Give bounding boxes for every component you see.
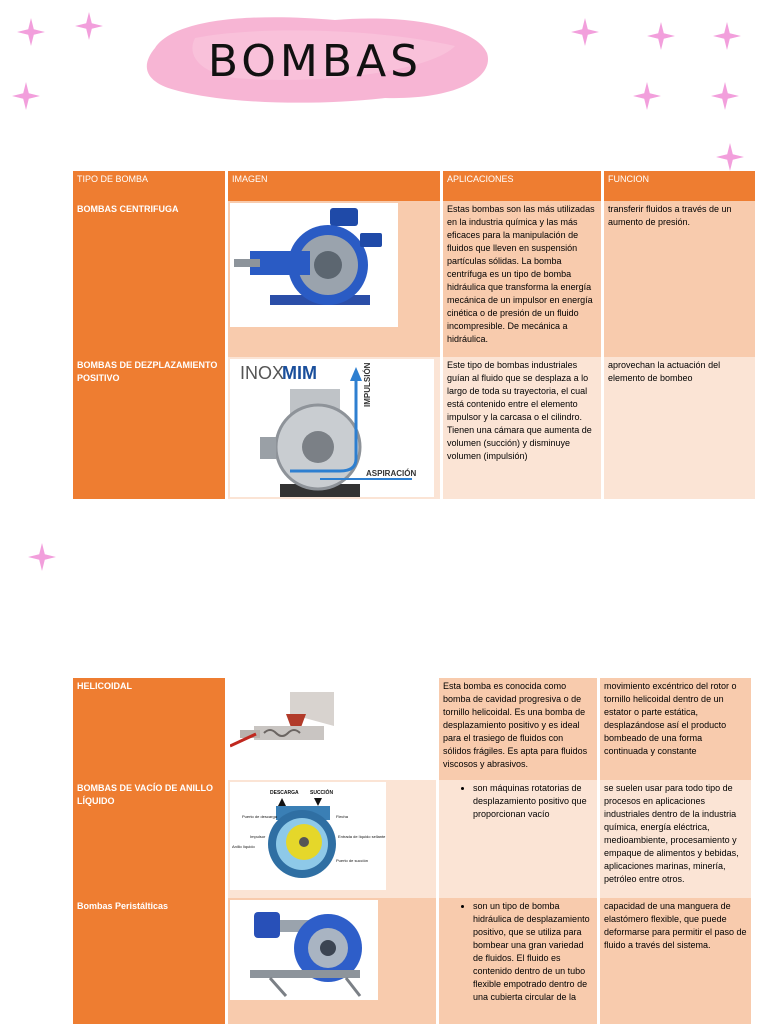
funcion-text: se suelen usar para todo tipo de procesos en aplicaciones industriales dentro de la industria química, energía eléctrica, medioambiente, procesamiento y empaque de alimentos y bebidas, aplicaciones marinas, minería, petróleo entre otros. [600,780,751,898]
funcion-text: aprovechan la actuación del elemento de bombeo [604,357,755,499]
table-row [73,357,755,499]
brand-inox: INOX [240,363,285,383]
brand-mim: MIM [282,363,317,383]
pump-table-top [70,171,758,499]
aplicaciones-list [443,782,593,821]
aspiracion-label: ASPIRACIÓN [366,469,417,478]
list-item: • son un tipo de bomba hidráulica de desplazamiento positivo, que se utiliza para bombear una gran variedad de fluidos. El fluido es contenido dentro de un tubo flexible empotrado dentro de una cubierta circular de la [473,900,593,1004]
funcion-text: movimiento excéntrico del rotor o tornillo helicoidal dentro de un estator o parte estática, desplazándose así el producto bombeado de una forma continuada y constante [600,678,751,780]
header-aplicaciones: APLICACIONES [443,171,601,201]
pump-name: BOMBAS DE DEZPLAZAMIENTO POSITIVO [73,357,225,499]
sparkle-star-icon [12,82,40,110]
pump-name: HELICOIDAL [73,678,225,780]
title-banner [135,8,495,108]
sparkle-star-icon [647,22,675,50]
descarga-label: DESCARGA [270,790,299,796]
header-tipo: TIPO DE BOMBA [73,171,225,201]
pump-name: BOMBAS CENTRIFUGA [73,201,225,357]
funcion-text: capacidad de una manguera de elastómero flexible, que puede deformarse para permitir el paso de fluido a través del sistema. [600,898,751,1024]
aplicaciones-text: Estas bombas son las más utilizadas en la industria química y las más eficaces para la manipulación de fluidos que lleven en suspensión partículas sólidas. La bomba centrífuga es un tipo de bomba hidráulica que transforma la energía mecánica de un impulsor en energía cinética o de presión de un fluido incompresible. De mecánica a hidráulica. [443,201,601,357]
anillo-label: Anillo líquido [232,844,255,849]
aplicaciones-text: Esta bomba es conocida como bomba de cavidad progresiva o de tornillo helicoidal. Es una bomba de desplazamiento positivo y es ideal para el trasiego de fluidos con sólidos frágiles. Es apta para fluidos viscosos y abrasivos. [439,678,597,780]
aplicaciones-text: Este tipo de bombas industriales guían al fluido que se desplaza a lo largo de toda su trayectoria, el cual está contenido entre el elemento impulsor y la carcasa o el cilindro. Tienen una cámara que aumenta de volumen (succión) y disminuye volumen (impulsión) [443,357,601,499]
table-header-row [73,171,755,201]
helical-pump-image [230,686,340,766]
pump-name: Bombas Peristálticas [73,898,225,1024]
flecha-label: Flecha [336,814,349,819]
sparkle-star-icon [713,22,741,50]
puerto-succion-label: Puerto de succión [336,858,369,863]
sparkle-star-icon [17,18,45,46]
table-row [73,201,755,357]
sparkle-star-icon [633,82,661,110]
entrada-label: Entrada de líquido sellante [338,834,386,839]
liquid-ring-vacuum-pump-diagram [230,782,386,890]
pump-name: BOMBAS DE VACÍO DE ANILLO LÍQUIDO [73,780,225,898]
header-funcion: FUNCION [604,171,755,201]
sparkle-star-icon [571,18,599,46]
puerto-descarga-label: Puerto de descarga [242,814,277,819]
table-row [73,898,751,1024]
table-row [73,780,751,898]
sparkle-star-icon [716,143,744,171]
header-imagen: IMAGEN [228,171,440,201]
sparkle-star-icon [75,12,103,40]
sparkle-star-icon [711,82,739,110]
sparkle-star-icon [28,543,56,571]
impulsor-label: Impulsor [250,834,266,839]
peristaltic-pump-image [230,900,378,1000]
list-item: • son máquinas rotatorias de desplazamiento positivo que proporcionan vacío [473,782,593,821]
pump-table-bottom [70,678,754,1024]
page-title: BOMBAS [207,36,423,87]
centrifugal-pump-image [230,203,398,327]
succion-label: SUCCIÓN [310,790,334,796]
table-row [73,678,751,780]
funcion-text: transferir fluidos a través de un aumento de presión. [604,201,755,357]
impulsion-label: IMPULSIÓN [363,362,372,407]
aplicaciones-list [443,900,593,1004]
positive-displacement-pump-image [230,359,434,497]
